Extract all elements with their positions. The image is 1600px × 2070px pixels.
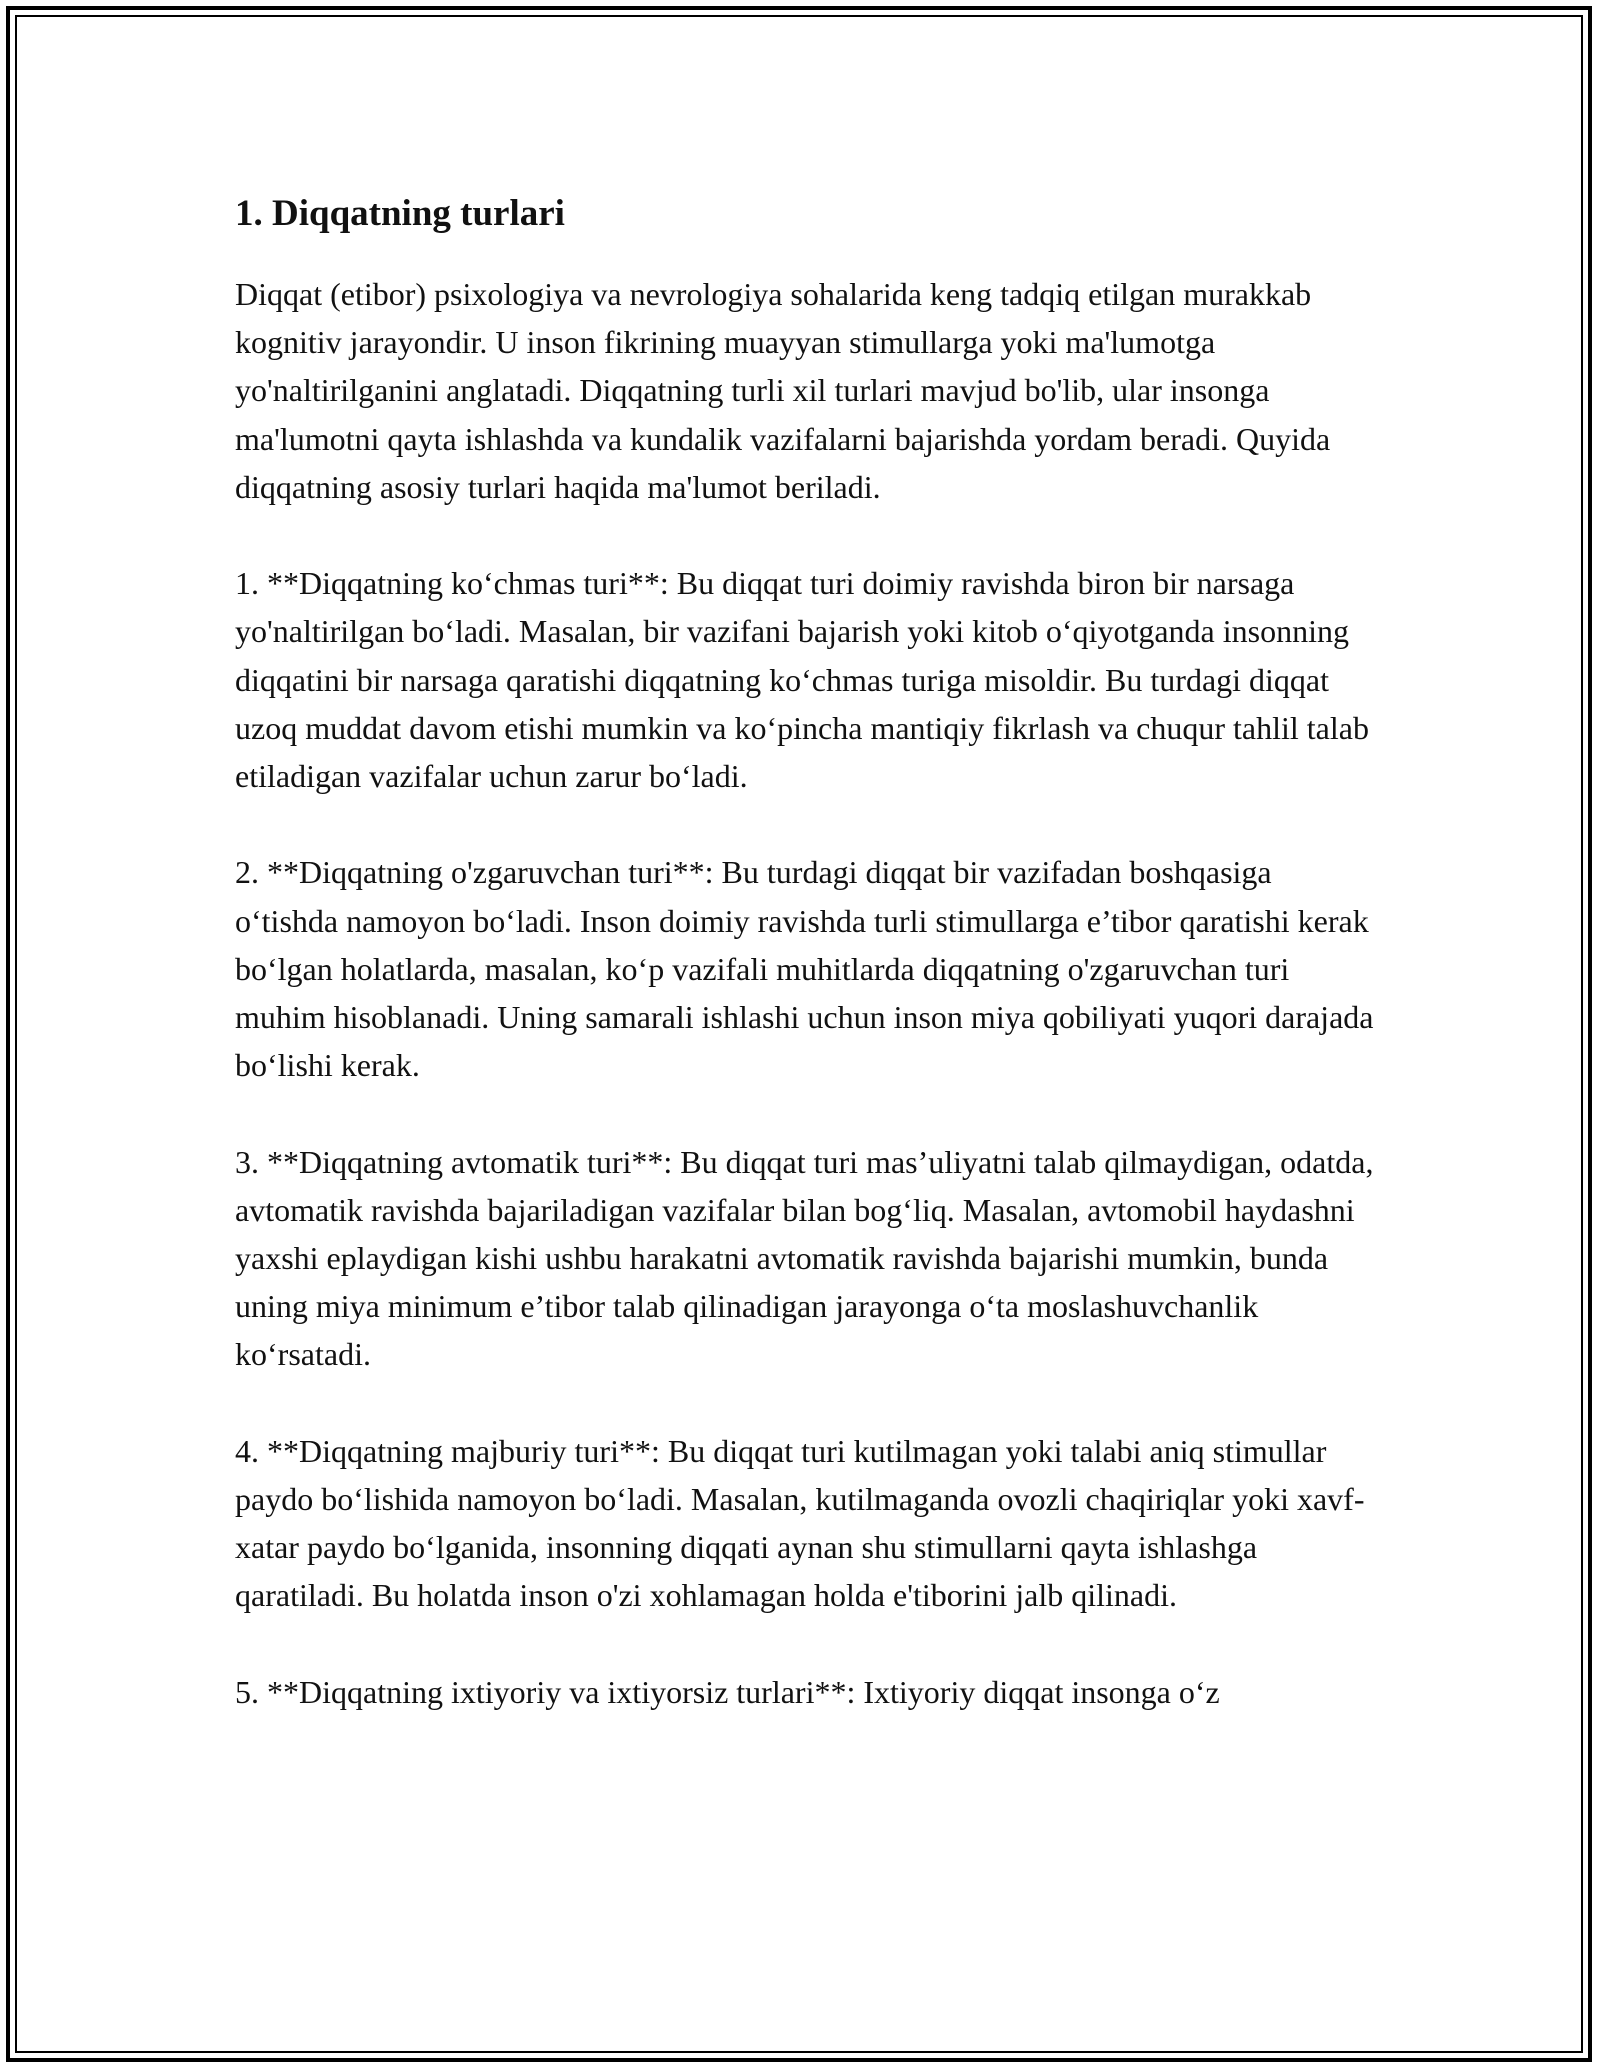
list-item-2: 2. **Diqqatning o'zgaruvchan turi**: Bu turdagi diqqat bir vazifadan boshqasiga o‘tishda namoyon bo‘ladi. Inson doimiy ravishda turli stimullarga e’tibor qaratishi kerak bo‘lgan holatlarda, masalan, ko‘p vazifali muhitlarda diqqatning o'zgaruvchan turi muhim hisoblanadi. Uning samarali ishlashi uchun inson miya qobiliyati yuqori darajada bo‘lishi kerak.: [235, 854, 1374, 1084]
intro-paragraph: Diqqat (etibor) psixologiya va nevrologiya sohalarida keng tadqiq etilgan murakkab kognitiv jarayondir. U inson fikrining muayyan stimullarga yoki ma'lumotga yo'naltirilganini anglatadi. Diqqatning turli xil turlari mavjud bo'lib, ular insonga ma'lumotni qayta ishlashda va kundalik vazifalarni bajarishda yordam beradi. Quyida diqqatning asosiy turlari haqida ma'lumot beriladi.: [235, 276, 1331, 505]
paragraph-spacer: [235, 511, 1375, 559]
paragraph-spacer: [235, 1379, 1375, 1427]
paragraph-spacer: [235, 800, 1375, 848]
paragraph-spacer: [235, 1620, 1375, 1668]
list-item-4: 4. **Diqqatning majburiy turi**: Bu diqqat turi kutilmagan yoki talabi aniq stimullar paydo bo‘lishida namoyon bo‘ladi. Masalan, kutilmaganda ovozli chaqiriqlar yoki xavf-xatar paydo bo‘lganida, insonning diqqati aynan shu stimullarni qayta ishlashga qaratiladi. Bu holatda inson o'zi xohlamagan holda e'tiborini jalb qilinadi.: [235, 1432, 1365, 1614]
list-item-1: 1. **Diqqatning ko‘chmas turi**: Bu diqqat turi doimiy ravishda biron bir narsaga yo'naltirilgan bo‘ladi. Masalan, bir vazifani bajarish yoki kitob o‘qiyotganda insonning diqqatini bir narsaga qaratishi diqqatning ko‘chmas turiga misoldir. Bu turdagi diqqat uzoq muddat davom etishi mumkin va ko‘pincha mantiqiy fikrlash va chuqur tahlil talab etiladigan vazifalar uchun zarur bo‘ladi.: [235, 565, 1369, 795]
section-heading: 1. Diqqatning turlari: [235, 193, 565, 234]
list-item-5: 5. **Diqqatning ixtiyoriy va ixtiyorsiz turlari**: Ixtiyoriy diqqat insonga o‘z: [235, 1673, 1220, 1710]
document-body: [235, 186, 1375, 1716]
list-item-3: 3. **Diqqatning avtomatik turi**: Bu diqqat turi mas’uliyatni talab qilmaydigan, odatda, avtomatik ravishda bajariladigan vazifalar bilan bog‘liq. Masalan, avtomobil haydashni yaxshi eplaydigan kishi ushbu harakatni avtomatik ravishda bajarishi mumkin, bunda uning miya minimum e’tibor talab qilinadigan jarayonga o‘ta moslashuvchanlik ko‘rsatadi.: [235, 1143, 1374, 1373]
paragraph-spacer: [235, 1089, 1375, 1137]
